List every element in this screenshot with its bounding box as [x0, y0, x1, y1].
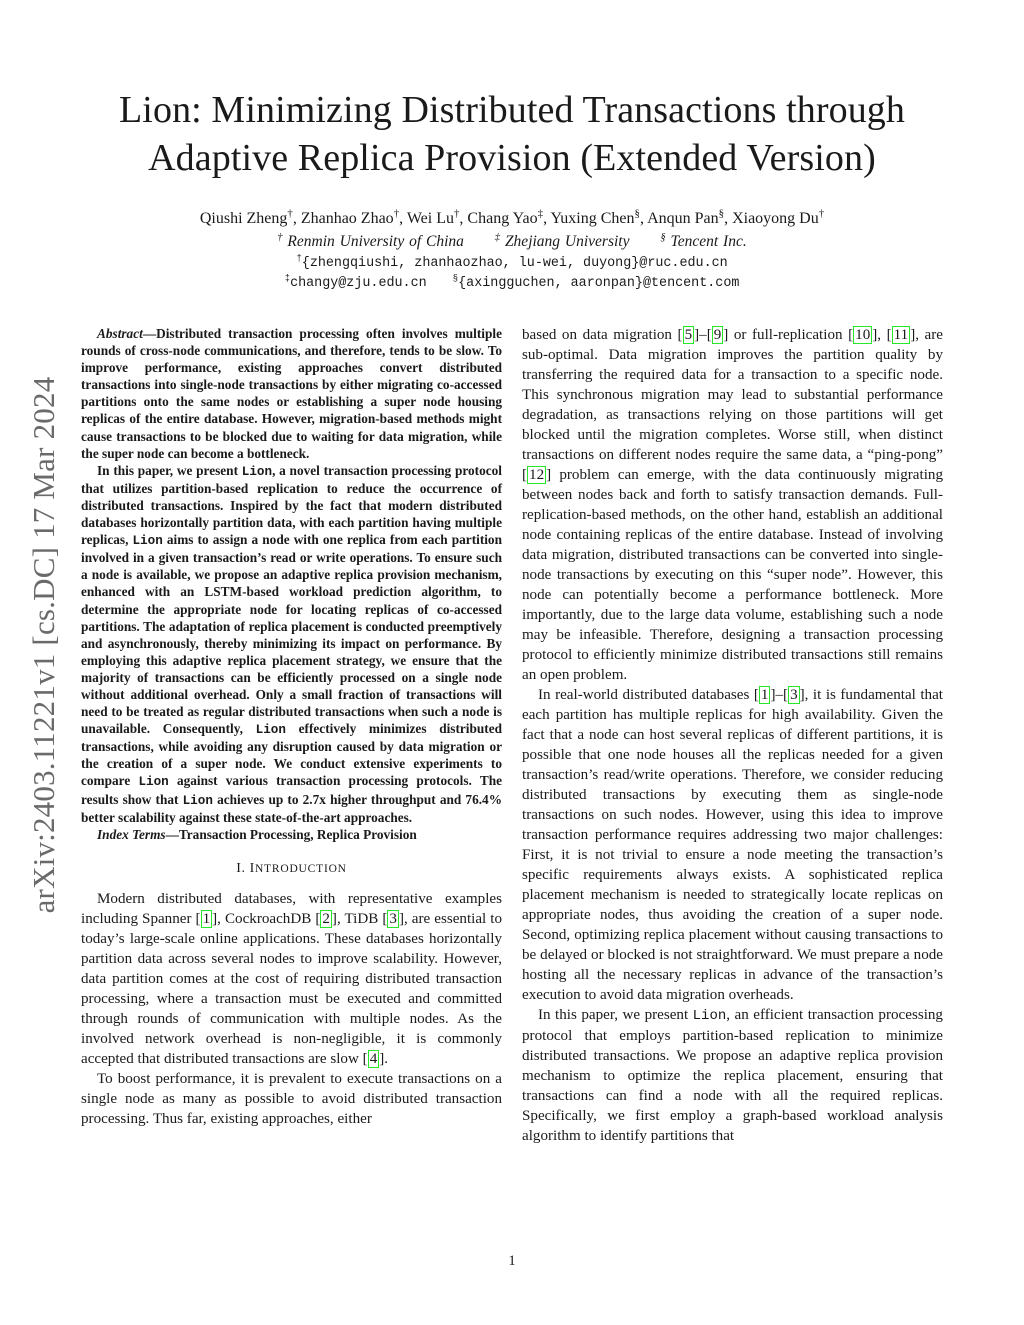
affiliation: † Renmin University of China — [277, 231, 464, 250]
abstract — [81, 325, 502, 843]
abstract-label: Abstract — [97, 326, 143, 341]
introduction-left — [81, 889, 502, 1129]
body-paragraph: based on data migration [ 5 ]–[ 9 ] or full-replication [ 10 ], [ 11 ], are sub-optimal. Data migration improves the partition quality by transferring the required data for a transaction to a specific node. This synchronous migration may lead to substantial performance degradation, as transactions relying on those partitions will get blocked until the migration completes. Worse still, when distinct transactions on different nodes require the same data, a “ping-pong” [ 12 ] problem can emerge, with the data continuously migrating between nodes back and forth to satisfy transaction demands. Full-replication-based methods, on the other hand, establish an additional node containing replicas of the entire database. Instead of involving data migration, distributed transactions can be converted into single-node transactions by executing on this “super node”. However, this node can potentially become a performance bottleneck. More importantly, due to the large data volume, establishing such a node may be infeasible. Therefore, designing a transaction processing protocol to efficiently minimize distributed transactions still remains an open problem. — [522, 327, 943, 683]
citation-link[interactable]: [ 3 ] — [382, 910, 404, 927]
citation-link[interactable]: [ 10 ] — [848, 327, 878, 343]
author: Qiushi Zheng† — [199, 207, 293, 227]
citation-link[interactable]: [ 11 ] — [886, 327, 916, 343]
email-line: ‡changy@zju.edu.cn §{axingguchen, aaronpan}@tencent.com — [284, 272, 740, 291]
author: Zhanhao Zhao† — [300, 207, 400, 227]
citation-link[interactable]: [ 2 ] — [315, 910, 337, 927]
title-line-2: Adaptive Replica Provision (Extended Version) — [148, 137, 876, 179]
left-column — [81, 325, 502, 1129]
abstract-paragraph: Abstract—Distributed transaction processing often involves multiple rounds of cross-node communications, and therefore, tends to be slow. To improve performance, existing approaches convert distributed transactions into single-node transactions by either migrating co-accessed partitions onto the same nodes or establishing a super node housing replicas of the entire database. However, migration-based methods might cause transactions to be blocked due to waiting for data migration, while the super node can become a bottleneck. — [81, 326, 502, 461]
index-terms: Index Terms—Transaction Processing, Replica Provision — [97, 826, 417, 842]
citation-link[interactable]: [ 4 ] — [362, 1050, 385, 1067]
affiliation: § Tencent Inc. — [660, 231, 747, 250]
author-list: Qiushi Zheng†, Zhanhao Zhao†, Wei Lu†, Chang Yao‡, Yuxing Chen§, Anqun Pan§, Xiaoyong Du† — [199, 207, 825, 227]
author: Wei Lu† — [406, 207, 460, 227]
citation-link[interactable]: [ 12 ] — [522, 467, 552, 483]
section-heading-introduction: I. INTRODUCTION — [236, 860, 347, 876]
email-list — [60, 254, 964, 294]
body-paragraph: To boost performance, it is prevalent to execute transactions on a single node as many as possible to avoid distributed transaction processing. Thus far, existing approaches, either — [81, 1070, 502, 1127]
author: Yuxing Chen§ — [550, 207, 640, 227]
citation-link[interactable]: [ 9 ] — [706, 327, 729, 343]
citation-link[interactable]: [ 1 ] — [195, 910, 218, 927]
body-paragraph: In this paper, we present Lion, an efficient transaction processing protocol that employs partition-based replication to minimize distributed transactions. We propose an adaptive replica provision mechanism to optimize the replica placement, ensuring that transactions can find a node with all the required replicas. Specifically, we first employ a graph-based workload analysis algorithm to identify partitions that — [522, 1007, 943, 1144]
citation-link[interactable]: [ 1 ] — [753, 687, 776, 703]
author: Chang Yao‡ — [467, 207, 544, 227]
arxiv-sidebar-stamp — [12, 345, 76, 945]
citation-link[interactable]: [ 3 ] — [783, 687, 805, 703]
paper-header — [60, 86, 964, 294]
arxiv-identifier: arXiv:2403.11221v1 [cs.DC] 17 Mar 2024 — [26, 376, 61, 914]
introduction-right — [522, 325, 943, 1146]
author: Anqun Pan§ — [647, 207, 725, 227]
email-line: †{zhengqiushi, zhanhaozhao, lu-wei, duyong}@ruc.edu.cn — [296, 252, 728, 271]
page-number: 1 — [508, 1253, 516, 1269]
citation-link[interactable]: [ 5 ] — [677, 327, 700, 343]
affiliation-list — [60, 232, 964, 252]
title-line-1: Lion: Minimizing Distributed Transactions through — [119, 89, 905, 131]
author: Xiaoyong Du† — [732, 207, 825, 227]
body-paragraph: In real-world distributed databases [ 1 ]–[ 3 ], it is fundamental that each partition has multiple replicas for high availability. Given the fact that a node can host several replicas of different partitions, it is possible that one node houses all the replicas needed for a given transaction’s read/write operations. Therefore, we consider reducing distributed transactions by executing them as single-node transactions on such nodes. However, using this idea to improve transaction performance requires addressing two major challenges: First, it is not trivial to ensure a node meeting the transaction’s specific requirements always exists. A sophisticated replica placement mechanism is needed to strategically locate replicas on appropriate nodes, thus avoiding the creation of a super node. Second, optimizing replica placement without causing transactions to be delayed or blocked is not straightforward. We must prepare a node hosting all the necessary replicas in advance of the transaction’s execution to avoid data migration overheads. — [522, 687, 943, 1003]
paper-title — [60, 86, 964, 182]
affiliation: ‡ Zhejiang University — [494, 231, 630, 250]
abstract-paragraph: In this paper, we present Lion, a novel transaction processing protocol that utilizes partition-based replication to reduce the occurrence of distributed transactions. Inspired by the fact that modern distributed databases horizontally partition data, with each partition having multiple replicas, Lion aims to assign a node with one replica from each partition involved in a given transaction’s read or write operations. To ensure such a node is available, we propose an adaptive replica provision mechanism, enhanced with an LSTM-based workload prediction algorithm, to determine the appropriate node for locating replicas of co-accessed partitions. The adaptation of replica placement is conducted preemptively and asynchronously, thereby minimizing its impact on performance. By employing this adaptive replica placement strategy, we ensure that the majority of transactions can be efficiently processed on a single node without additional overhead. Only a small fraction of transactions will need to be treated as regular distributed transactions when such a node is unavailable. Consequently, Lion effectively minimizes distributed transactions, while avoiding any disruption caused by data migration or the creation of a super node. We conduct extensive experiments to compare Lion against various transaction processing protocols. The results show that Lion achieves up to 2.7x higher throughput and 76.4% better scalability against these state-of-the-art approaches. — [81, 462, 503, 825]
right-column — [522, 325, 943, 1146]
body-paragraph: Modern distributed databases, with representative examples including Spanner [ 1 ], CockroachDB [ 2 ], TiDB [ 3 ], are essential to today’s large-scale online applications. These databases horizontally partition data across several nodes to improve scalability. However, data partition comes at the cost of requiring distributed transaction processing, where a transaction must be executed and committed through rounds of communication with multiple nodes. As the involved network overhead is non-negligible, it is commonly accepted that distributed transactions are slow [ 4 ]. — [81, 890, 502, 1067]
